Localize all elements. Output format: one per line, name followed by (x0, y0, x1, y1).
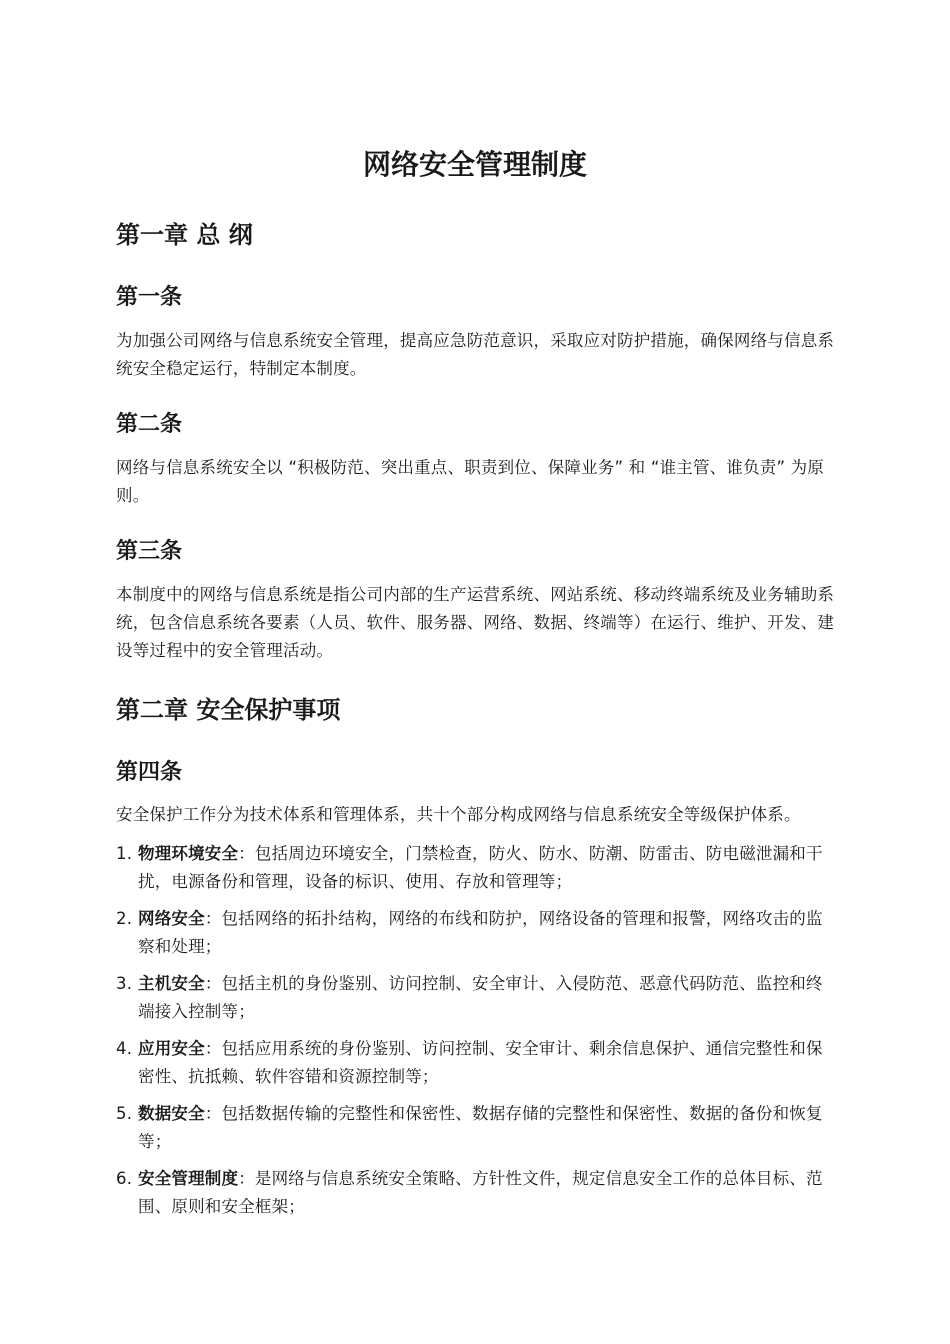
list-item-number: 2. (116, 909, 133, 928)
list-item-term: 主机安全 (138, 974, 205, 993)
list-item (116, 840, 838, 896)
chapter-heading-1: 第一章 总 纲 (116, 221, 253, 249)
article-text-4: 安全保护工作分为技术体系和管理体系，共十个部分构成网络与信息系统安全等级保护体系。 (116, 805, 801, 824)
list-item (116, 1035, 838, 1091)
article-heading-4: 第四条 (116, 760, 183, 785)
list-item-description: ：包括周边环境安全，门禁检查，防火、防水、防潮、防雷击、防电磁泄漏和干扰，电源备份和管理，设备的标识、使用、存放和管理等； (138, 844, 823, 891)
list-item-number: 3. (116, 974, 133, 993)
list-item-number: 1. (116, 844, 133, 863)
list-item-term: 物理环境安全 (138, 844, 239, 863)
list-item-description: ：包括数据传输的完整性和保密性、数据存储的完整性和保密性、数据的备份和恢复等； (138, 1104, 823, 1151)
protection-items-list (116, 840, 838, 1230)
list-item-number: 5. (116, 1104, 133, 1123)
list-item-description: ：包括主机的身份鉴别、访问控制、安全审计、入侵防范、恶意代码防范、监控和终端接入控制等； (138, 974, 823, 1021)
list-item-term: 应用安全 (138, 1039, 205, 1058)
article-text-3: 本制度中的网络与信息系统是指公司内部的生产运营系统、网站系统、移动终端系统及业务辅助系统，包含信息系统各要素（人员、软件、服务器、网络、数据、终端等）在运行、维护、开发、建设等过程中的安全管理活动。 (116, 585, 835, 660)
document-title: 网络安全管理制度 (362, 148, 587, 181)
list-item-number: 4. (116, 1039, 133, 1058)
list-item-term: 数据安全 (138, 1104, 205, 1123)
list-item-term: 网络安全 (138, 909, 205, 928)
list-item-description: ：包括网络的拓扑结构，网络的布线和防护，网络设备的管理和报警，网络攻击的监察和处理； (138, 909, 823, 956)
article-heading-2: 第二条 (116, 412, 183, 437)
article-text-2: 网络与信息系统安全以 “积极防范、突出重点、职责到位、保障业务” 和 “谁主管、谁负责” 为原则。 (116, 458, 825, 505)
list-item-number: 6. (116, 1169, 133, 1188)
list-item (116, 1165, 838, 1221)
chapter-heading-2: 第二章 安全保护事项 (116, 696, 341, 724)
list-item-description: ：是网络与信息系统安全策略、方针性文件，规定信息安全工作的总体目标、范围、原则和安全框架； (138, 1169, 823, 1216)
list-item-term: 安全管理制度 (138, 1169, 239, 1188)
list-item (116, 1100, 838, 1156)
list-item-description: ：包括应用系统的身份鉴别、访问控制、安全审计、剩余信息保护、通信完整性和保密性、抗抵赖、软件容错和资源控制等； (138, 1039, 823, 1086)
list-item (116, 970, 838, 1026)
article-heading-1: 第一条 (116, 285, 183, 310)
article-text-1: 为加强公司网络与信息系统安全管理，提高应急防范意识，采取应对防护措施，确保网络与信息系统安全稳定运行，特制定本制度。 (116, 331, 835, 378)
list-item (116, 905, 838, 961)
article-heading-3: 第三条 (116, 539, 183, 564)
